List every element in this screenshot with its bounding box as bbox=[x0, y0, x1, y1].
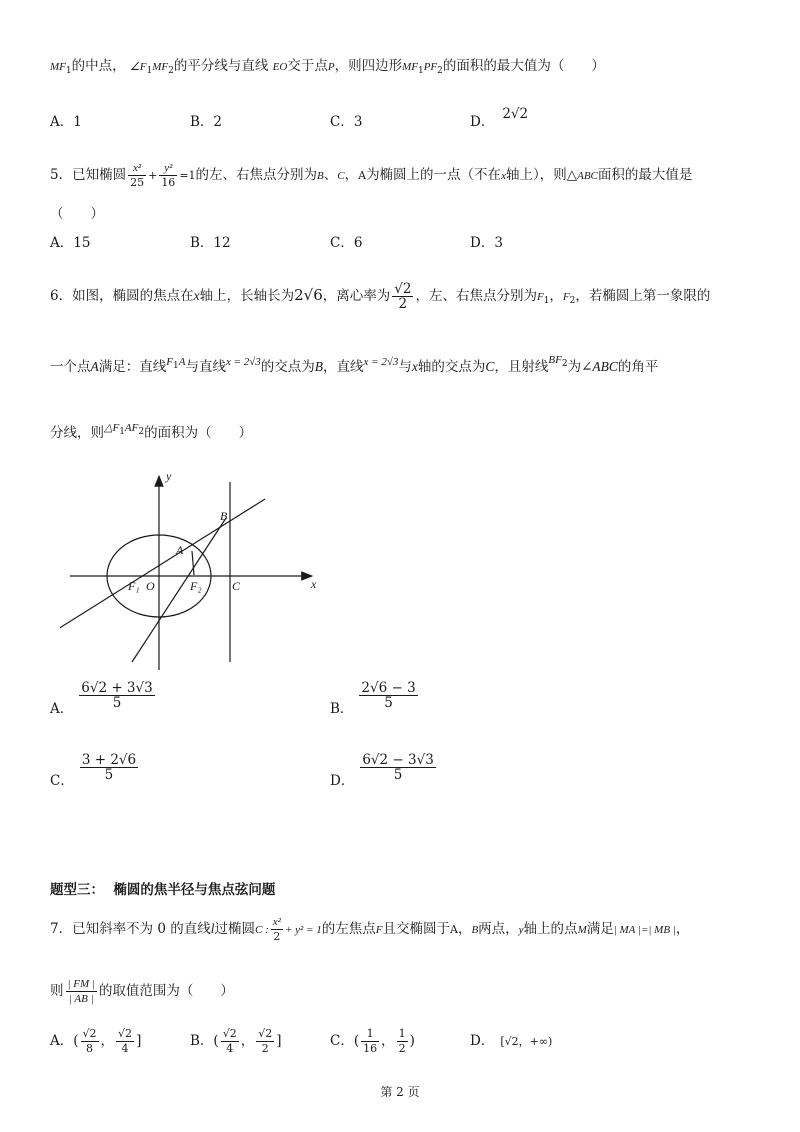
q4-quad-sub1: 1 bbox=[417, 66, 424, 76]
q6-l3-tri-mid: AF bbox=[124, 422, 139, 434]
q6-opt-b-frac bbox=[359, 681, 417, 710]
q6-line3 bbox=[50, 418, 252, 453]
q7-opt-a1-den: 8 bbox=[86, 1042, 94, 1055]
q5-text4: 面积的最大值是 bbox=[597, 167, 693, 183]
q6-opt-a-den: 5 bbox=[112, 695, 122, 711]
q4-angle: ∠F bbox=[129, 61, 147, 73]
q6-l2-xeq2: x = 2√3 bbox=[363, 356, 399, 368]
q6-opt-d-label: D． bbox=[330, 773, 355, 789]
q6-opt-c-den: 5 bbox=[104, 767, 114, 783]
q4-option-a: A．1 bbox=[50, 114, 82, 130]
q7-line1 bbox=[50, 912, 689, 947]
q6-l1-f1-sub: 1 bbox=[543, 296, 550, 306]
q7-l2-t1: 则 bbox=[50, 983, 64, 999]
q7-l1-cond: | MA |=| MB | bbox=[613, 924, 676, 936]
q5-option-a: A．15 bbox=[50, 235, 91, 251]
q7-opt-c-close: ) bbox=[409, 1033, 415, 1049]
q6-l1-len: 2√6 bbox=[294, 286, 323, 304]
q7-l1-t2: 过椭圆 bbox=[214, 921, 256, 937]
q7-opt-c-label: C．( bbox=[330, 1033, 360, 1049]
q5-option-c: C．6 bbox=[330, 235, 363, 251]
q7-l1-frac-den: 2 bbox=[273, 930, 281, 943]
q6-l2-t8: ，且射线 bbox=[494, 359, 549, 375]
q6-ecc-frac bbox=[392, 282, 413, 311]
fig-label-a: A bbox=[176, 543, 184, 557]
q6-l2-bf2-sub: 2 bbox=[561, 359, 568, 369]
q6-l2-f1a-a: A bbox=[178, 356, 186, 368]
q7-l2-frac-den: | AB | bbox=[68, 993, 94, 1005]
q6-opt-b-den: 5 bbox=[384, 695, 393, 711]
q6-l2-x: x bbox=[411, 359, 418, 374]
q6-l2-t3: 与直线 bbox=[185, 359, 226, 375]
q6-opt-d-den: 5 bbox=[393, 767, 403, 783]
q4-mf1-sub: 1 bbox=[65, 66, 72, 76]
q6-l2-t2: 满足：直线 bbox=[98, 359, 167, 375]
q6-ecc-den: 2 bbox=[398, 296, 408, 312]
q4-mf1: MF bbox=[50, 61, 66, 73]
q7-opt-c1-num: 1 bbox=[361, 1027, 379, 1042]
q6-l1-f2: F bbox=[562, 291, 570, 303]
q5-comma: ， bbox=[344, 167, 359, 183]
q6-l3-tri-sub1: 1 bbox=[119, 427, 125, 437]
q7-l1-b: B bbox=[471, 924, 479, 936]
q6-l2-c: C bbox=[485, 359, 495, 374]
q6-l2-b: B bbox=[314, 359, 324, 374]
q5-frac1 bbox=[128, 161, 146, 190]
q7-opt-b1-num: √2 bbox=[222, 1027, 237, 1040]
q5-x: x bbox=[501, 170, 506, 182]
q4-quad-mid: PF bbox=[423, 61, 438, 73]
q5-abc: ABC bbox=[577, 170, 598, 182]
q6-l2-t7: 轴的交点为 bbox=[417, 359, 486, 375]
q7-l2-frac-num: | FM | bbox=[67, 978, 95, 990]
q6-opt-b-label: B． bbox=[330, 701, 354, 717]
q7-l1-c: C : bbox=[255, 924, 269, 936]
q7-opt-c2-num: 1 bbox=[398, 1027, 406, 1040]
q4-angle-mid: MF bbox=[152, 61, 169, 73]
q7-opt-a-sep: ， bbox=[100, 1033, 115, 1049]
q7-opt-b2-num: √2 bbox=[258, 1027, 273, 1040]
q4-quad-sub2: 2 bbox=[437, 66, 443, 76]
q7-opt-d-value: [√2，+∞) bbox=[500, 1035, 553, 1048]
q7-l2-t2: 的取值范围为（ ） bbox=[98, 983, 234, 999]
q6-option-a bbox=[50, 678, 157, 717]
q5-text1: 的左、右焦点分别为 bbox=[195, 167, 318, 183]
q7-l1-t6: 两点， bbox=[478, 921, 519, 937]
q7-l1-t3: 的左焦点 bbox=[321, 921, 376, 937]
q6-opt-c-num: 3 + 2√6 bbox=[81, 752, 137, 768]
q4-option-d-value: 2√2 bbox=[502, 106, 529, 122]
q7-l1-t1: 7．已知斜率不为 0 的直线 bbox=[50, 921, 211, 937]
q4-bisector: 的平分线与直线 bbox=[173, 58, 269, 74]
q7-option-c bbox=[330, 1024, 415, 1058]
q5-line1 bbox=[50, 160, 692, 191]
q4-intersect: 交于点 bbox=[287, 58, 328, 74]
q5-frac1-den: 25 bbox=[130, 176, 145, 189]
q5-text2: 为椭圆上的一点（不在 bbox=[366, 167, 502, 183]
q5-frac1-num: x² bbox=[128, 161, 146, 176]
fig-label-f1: F₁ bbox=[128, 579, 140, 593]
q6-l3-t1: 分线，则 bbox=[50, 425, 104, 441]
q5-frac2-num: y² bbox=[159, 161, 177, 176]
q7-opt-a2-num: √2 bbox=[118, 1027, 133, 1040]
q6-option-c bbox=[50, 750, 140, 789]
q6-option-d bbox=[330, 750, 438, 789]
q7-opt-b-label: B．( bbox=[190, 1033, 219, 1049]
q7-l2-frac bbox=[66, 977, 97, 1006]
q7-l1-t4: 且交椭圆于 bbox=[382, 921, 450, 937]
q6-l2-xeq: x = 2√3 bbox=[225, 356, 261, 368]
q5-c: C bbox=[337, 170, 345, 182]
segment-af2 bbox=[192, 551, 194, 575]
q7-l1-rest: + y² = 1 bbox=[284, 924, 322, 936]
q5-number: 5．已知椭圆 bbox=[50, 167, 127, 183]
q6-option-b bbox=[330, 678, 420, 717]
q7-opt-c-frac1 bbox=[361, 1027, 379, 1056]
q6-l1-f1: F bbox=[536, 291, 544, 303]
q7-opt-b-sep: ， bbox=[240, 1033, 255, 1049]
q4-p: P bbox=[327, 61, 335, 73]
q6-l1-t1: 6．如图，椭圆的焦点在 bbox=[50, 288, 194, 304]
q4-eo: EO bbox=[272, 61, 288, 73]
q7-opt-b-close: ] bbox=[276, 1033, 282, 1049]
fig-label-x: x bbox=[311, 577, 317, 591]
page-number: 第 2 页 bbox=[380, 1085, 420, 1099]
q6-l1-t2: 轴上，长轴长为 bbox=[199, 288, 295, 304]
q4-option-b: B．2 bbox=[190, 114, 223, 130]
q6-l2-t5: ，直线 bbox=[323, 359, 364, 375]
q5-b: B bbox=[317, 170, 324, 182]
q6-l1-sep: ， bbox=[549, 288, 563, 304]
q7-opt-a-frac2 bbox=[116, 1027, 134, 1056]
q6-l2-t4: 的交点为 bbox=[260, 359, 315, 375]
q4-max-area: 的面积的最大值为（ ） bbox=[442, 58, 605, 74]
q5-text3: 轴上），则△ bbox=[505, 167, 578, 183]
q4-midpoint: 的中点， bbox=[71, 58, 126, 74]
q6-line1 bbox=[50, 280, 710, 316]
q5-sep: 、 bbox=[323, 167, 338, 183]
q6-opt-a-frac bbox=[79, 681, 154, 710]
q6-l1-t3: ，离心率为 bbox=[322, 288, 391, 304]
q7-l1-t7: 轴上的点 bbox=[523, 921, 578, 937]
q4-option-c: C．3 bbox=[330, 114, 363, 130]
q6-line2 bbox=[50, 352, 658, 387]
q6-opt-a-num: 6√2 + 3√3 bbox=[81, 680, 153, 696]
q6-l2-t10: 的角平 bbox=[617, 359, 659, 375]
q4-option-d-label: D． bbox=[470, 114, 495, 130]
q6-l2-t1: 一个点 bbox=[50, 359, 91, 375]
q6-figure bbox=[60, 462, 330, 677]
q7-opt-c-sep: ， bbox=[381, 1033, 395, 1049]
q6-opt-c-frac bbox=[80, 753, 138, 782]
q5-frac2 bbox=[159, 161, 177, 190]
fig-label-f2: F₂ bbox=[190, 579, 202, 593]
q7-opt-b-frac1 bbox=[221, 1027, 239, 1056]
q6-l2-f1a: F bbox=[166, 356, 173, 368]
q6-l2-t9: 为∠ bbox=[567, 359, 593, 375]
q7-opt-a1-num: √2 bbox=[82, 1027, 97, 1040]
q4-quad: MF bbox=[402, 61, 418, 73]
q7-l1-t9: ， bbox=[675, 921, 690, 937]
q7-l1-m: M bbox=[577, 924, 587, 936]
q6-l2-abc: ABC bbox=[592, 359, 618, 374]
q7-opt-c1-den: 16 bbox=[363, 1042, 378, 1055]
q7-l1-a: A bbox=[449, 923, 458, 936]
q7-option-b bbox=[190, 1024, 282, 1058]
q7-option-d bbox=[470, 1024, 552, 1059]
q6-l3-tri-sub2: 2 bbox=[138, 427, 145, 437]
q4-then: ，则四边形 bbox=[334, 58, 403, 74]
q6-opt-a-label: A． bbox=[50, 701, 74, 717]
q7-l1-t8: 满足 bbox=[586, 921, 614, 937]
q7-opt-a2-den: 4 bbox=[121, 1042, 129, 1055]
q7-l1-y: y bbox=[518, 924, 524, 936]
q7-opt-b2-den: 2 bbox=[261, 1042, 269, 1055]
q7-l1-frac bbox=[271, 915, 283, 944]
q6-l1-f2-sub: 2 bbox=[569, 296, 576, 306]
q6-l1-t5: ，若椭圆上第一象限的 bbox=[575, 288, 711, 304]
q4-option-d bbox=[470, 106, 529, 132]
section-title: 椭圆的焦半径与焦点弦问题 bbox=[113, 882, 276, 898]
q7-opt-c2-den: 2 bbox=[398, 1042, 406, 1055]
q6-l2-bf2: BF bbox=[548, 354, 562, 366]
q5-paren: （ ） bbox=[50, 206, 104, 222]
q7-line2 bbox=[50, 974, 234, 1008]
q4-angle-sub1: 1 bbox=[146, 66, 153, 76]
q6-l2-f1a-sub: 1 bbox=[172, 361, 179, 371]
q6-l3-tri: △F bbox=[104, 422, 120, 434]
q6-opt-d-frac bbox=[360, 753, 435, 782]
q5-plus: + bbox=[148, 169, 158, 182]
q5-eq: =1 bbox=[179, 169, 196, 182]
q7-option-a bbox=[50, 1024, 141, 1058]
q7-opt-d-label: D． bbox=[470, 1033, 495, 1049]
q5-frac2-den: 16 bbox=[161, 176, 176, 189]
q5-option-b: B．12 bbox=[190, 235, 231, 251]
q7-opt-b1-den: 4 bbox=[226, 1042, 234, 1055]
q6-l3-t2: 的面积为（ ） bbox=[144, 425, 253, 441]
q6-ecc-num: √2 bbox=[394, 281, 412, 297]
fig-label-o: O bbox=[146, 579, 155, 593]
q7-opt-b-frac2 bbox=[256, 1027, 274, 1056]
q6-l1-x: x bbox=[193, 288, 200, 303]
q6-l2-a: A bbox=[90, 359, 99, 374]
q6-opt-d-num: 6√2 − 3√3 bbox=[362, 752, 434, 768]
q7-opt-a-label: A．( bbox=[50, 1033, 79, 1049]
q4-line1 bbox=[50, 56, 605, 81]
q5-a: A bbox=[358, 169, 367, 182]
section-label: 题型三： bbox=[50, 882, 104, 898]
fig-label-c: C bbox=[232, 579, 241, 593]
q7-l1-f: F bbox=[375, 924, 383, 936]
line-f1a bbox=[60, 499, 265, 634]
q7-opt-c-frac2 bbox=[397, 1027, 408, 1056]
q7-opt-a-close: ] bbox=[136, 1033, 142, 1049]
q7-l1-l: l bbox=[210, 921, 215, 936]
q6-l1-t4: ，左、右焦点分别为 bbox=[415, 288, 537, 304]
q7-opt-a-frac1 bbox=[81, 1027, 99, 1056]
q6-opt-b-num: 2√6 − 3 bbox=[361, 680, 416, 696]
q6-opt-c-label: C． bbox=[50, 773, 74, 789]
fig-label-b: B bbox=[220, 509, 228, 523]
q5-option-d: D．3 bbox=[470, 235, 503, 251]
fig-label-y: y bbox=[166, 469, 172, 483]
q6-l2-t6: 与 bbox=[398, 359, 412, 375]
q4-angle-sub2: 2 bbox=[168, 66, 174, 76]
section-heading bbox=[50, 880, 275, 900]
q7-l1-frac-num: x² bbox=[272, 916, 281, 928]
q7-l1-t5: ， bbox=[457, 921, 472, 937]
